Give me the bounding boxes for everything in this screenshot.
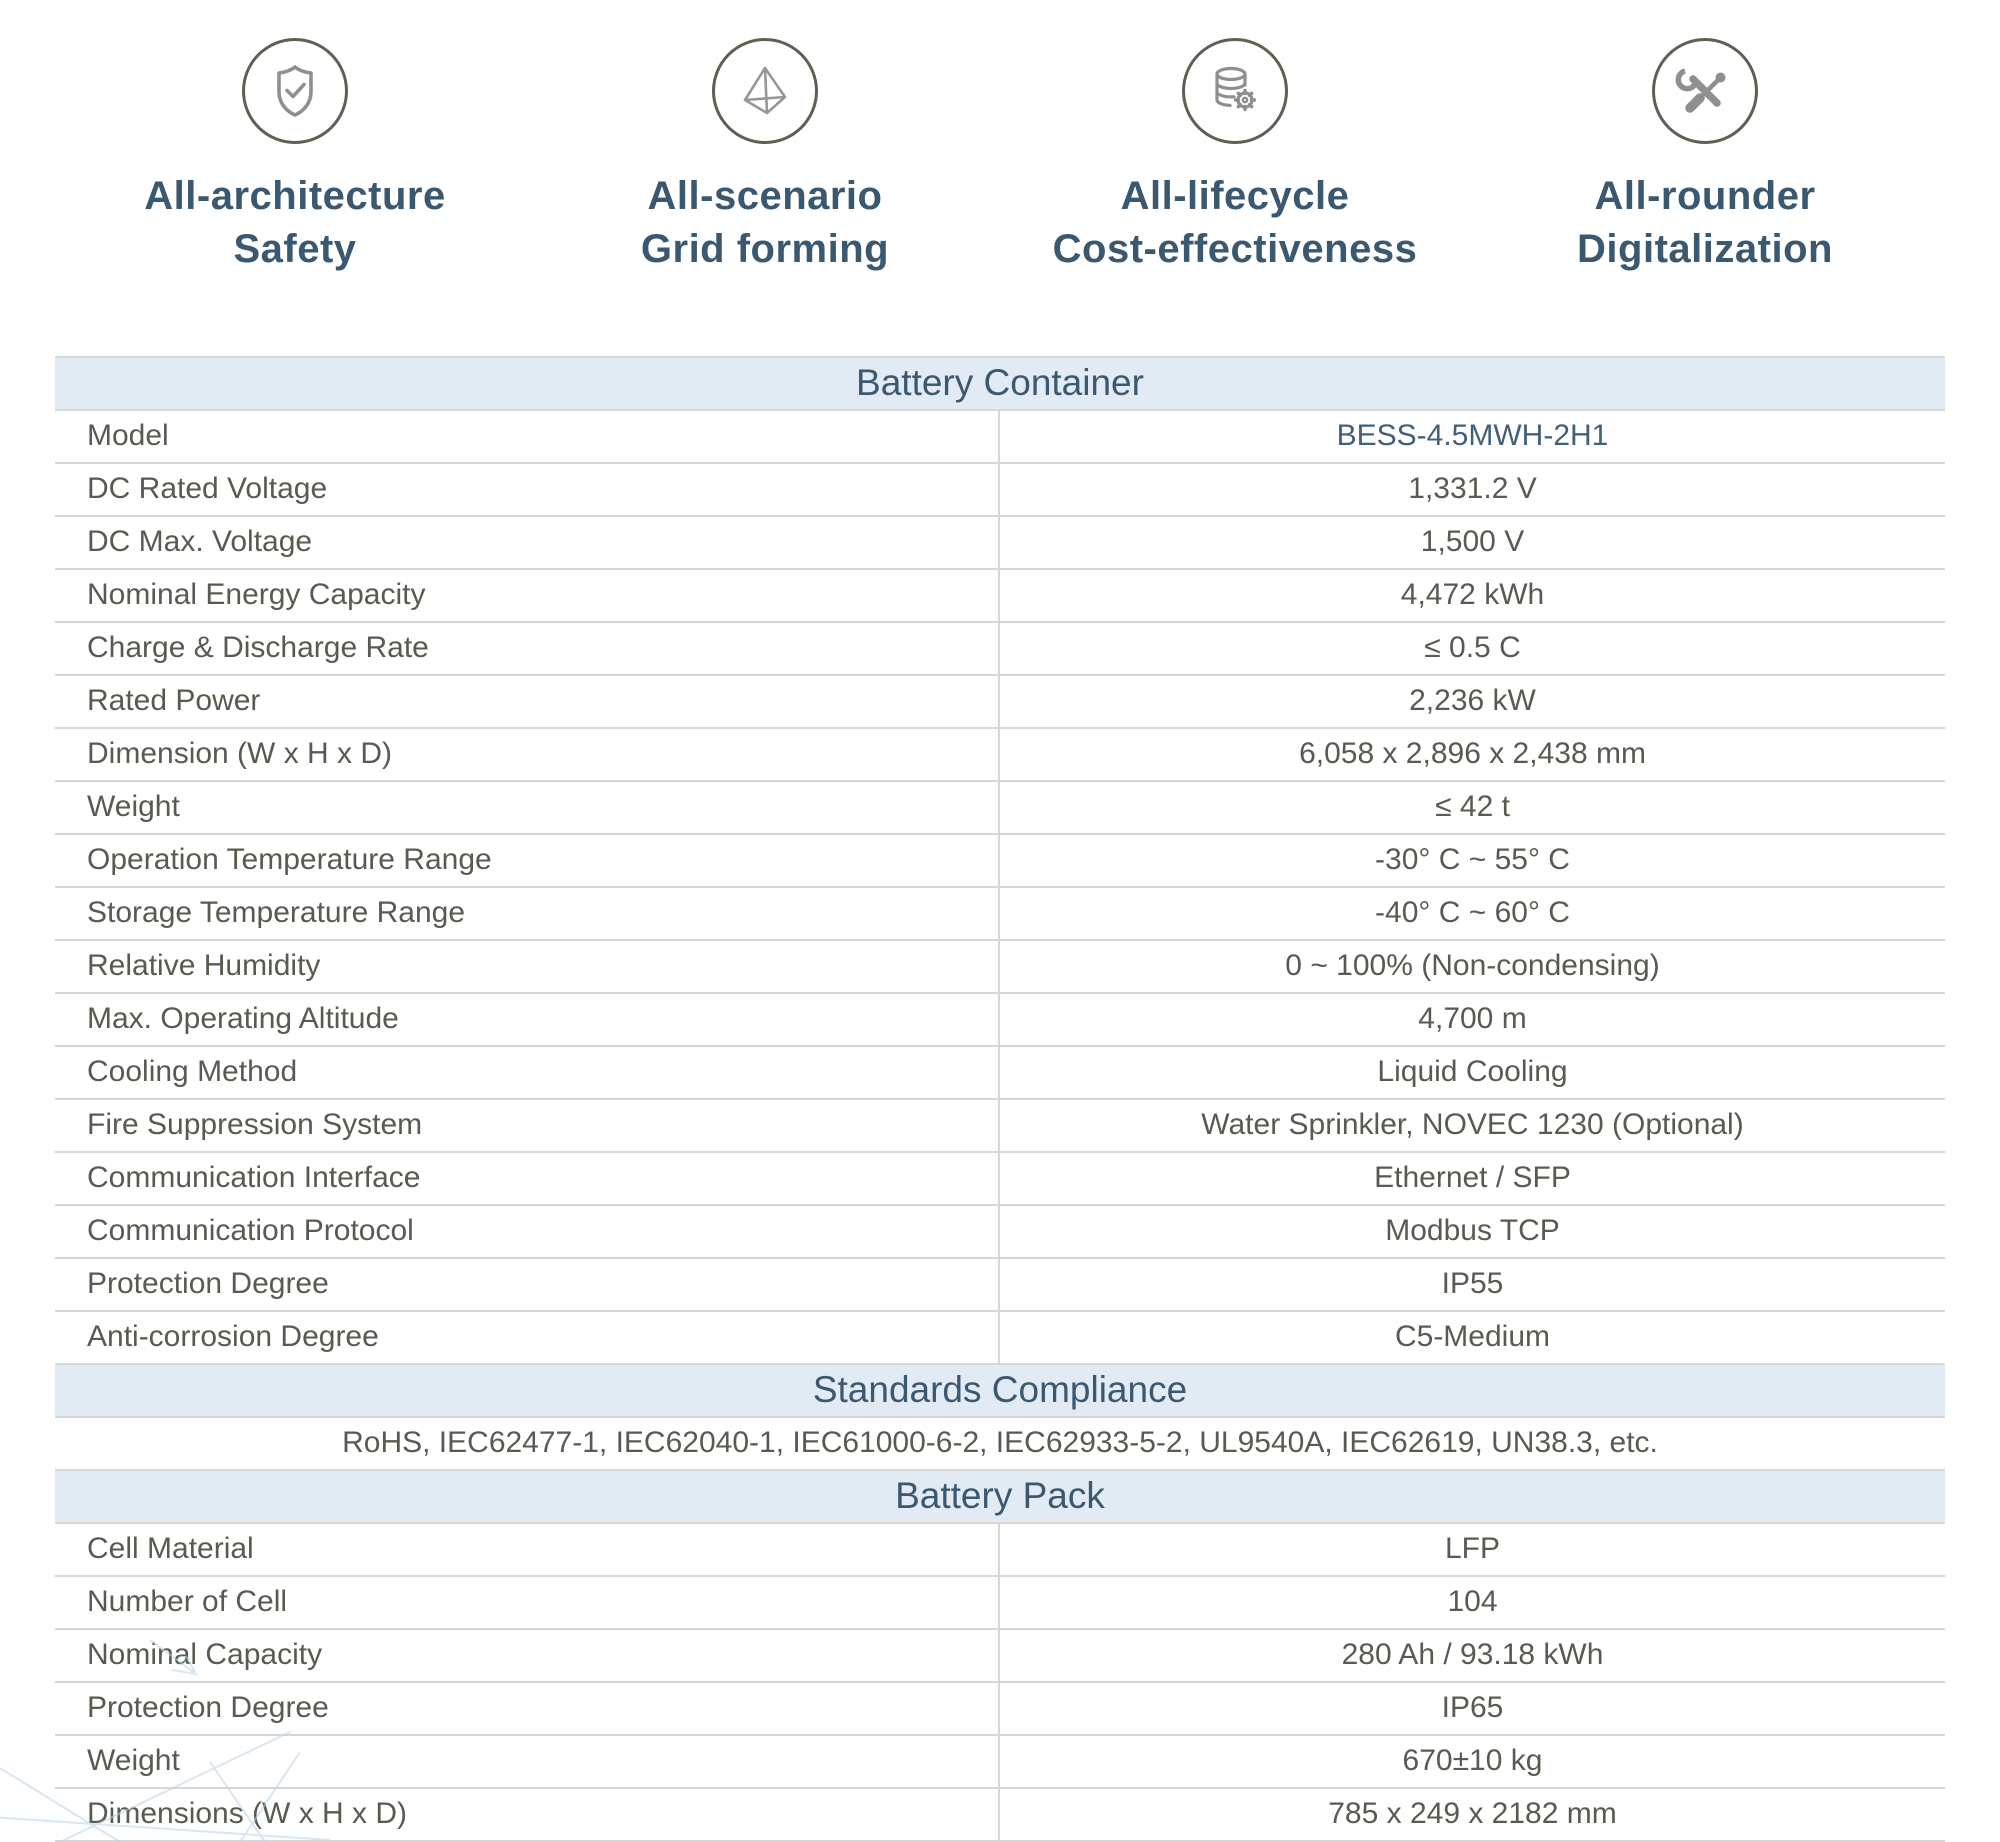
spec-row [55,1259,1945,1312]
spec-label: DC Max. Voltage [55,517,1000,568]
spec-label: Relative Humidity [55,941,1000,992]
section-header-battery-pack [55,1471,1945,1524]
section-title: Standards Compliance [812,1369,1188,1411]
spec-value: Modbus TCP [1385,1214,1560,1248]
tools-icon [1652,38,1758,144]
spec-label: Storage Temperature Range [55,888,1000,939]
spec-label: Weight [55,1736,1000,1787]
spec-row [55,1312,1945,1365]
spec-row [55,1153,1945,1206]
spec-row [55,1736,1945,1789]
spec-row [55,411,1945,464]
spec-label: Model [55,411,1000,462]
spec-row [55,1206,1945,1259]
feature-digitalization [1470,38,1940,276]
spec-value: 670±10 kg [1402,1744,1543,1778]
spec-label: Operation Temperature Range [55,835,1000,886]
spec-label: Nominal Capacity [55,1630,1000,1681]
spec-value: 1,331.2 V [1408,472,1537,506]
feature-label [1577,170,1833,276]
spec-value: 4,700 m [1418,1002,1527,1036]
section-title: Battery Container [856,362,1144,404]
feature-label-line1: All-architecture [144,174,446,218]
spec-value: 280 Ah / 93.18 kWh [1341,1638,1604,1672]
spec-row [55,1630,1945,1683]
spec-row [55,623,1945,676]
spec-label: Rated Power [55,676,1000,727]
spec-row [55,517,1945,570]
spec-label: Protection Degree [55,1683,1000,1734]
feature-grid-forming [530,38,1000,276]
spec-row [55,1789,1945,1842]
spec-value: ≤ 0.5 C [1424,631,1521,665]
standards-compliance-text: RoHS, IEC62477-1, IEC62040-1, IEC61000-6-2, IEC62933-5-2, UL9540A, IEC62619, UN38.3, etc. [55,1418,1945,1471]
spec-row [55,570,1945,623]
spec-row [55,941,1945,994]
database-gear-icon [1182,38,1288,144]
spec-label: Fire Suppression System [55,1100,1000,1151]
spec-row [55,1683,1945,1736]
feature-safety [60,38,530,276]
spec-row [55,1524,1945,1577]
spec-value: BESS-4.5MWH-2H1 [1336,419,1609,453]
spec-value: -30° C ~ 55° C [1375,843,1570,877]
spec-value: 1,500 V [1420,525,1525,559]
spec-row [55,1577,1945,1630]
spec-row [55,1100,1945,1153]
spec-label: Charge & Discharge Rate [55,623,1000,674]
battery-pack-rows [55,1524,1945,1842]
spec-row [55,464,1945,517]
spec-label: Cooling Method [55,1047,1000,1098]
spec-value: 2,236 kW [1409,684,1536,718]
spec-value: C5-Medium [1394,1320,1551,1354]
spec-value: Liquid Cooling [1377,1055,1568,1089]
feature-cost-effectiveness [1000,38,1470,276]
section-title: Battery Pack [895,1475,1105,1517]
spec-row [55,835,1945,888]
spec-row [55,676,1945,729]
spec-label: Nominal Energy Capacity [55,570,1000,621]
spec-value: IP65 [1441,1691,1504,1725]
feature-highlights [60,0,1940,276]
battery-container-rows [55,411,1945,1365]
spec-value: Ethernet / SFP [1374,1161,1571,1195]
spec-value: ≤ 42 t [1435,790,1510,824]
section-header-standards-compliance [55,1365,1945,1418]
spec-value: IP55 [1441,1267,1504,1301]
spec-label: Max. Operating Altitude [55,994,1000,1045]
feature-label-line1: All-lifecycle [1120,174,1350,218]
spec-value: 6,058 x 2,896 x 2,438 mm [1299,737,1646,771]
feature-label-line2: Grid forming [640,226,890,271]
spec-label: Protection Degree [55,1259,1000,1310]
spec-label: Number of Cell [55,1577,1000,1628]
shield-check-icon [242,38,348,144]
spec-row [55,729,1945,782]
spec-label: Dimension (W x H x D) [55,729,1000,780]
spec-label: Communication Protocol [55,1206,1000,1257]
spec-label: Weight [55,782,1000,833]
spec-value: -40° C ~ 60° C [1375,896,1570,930]
spec-label: Dimensions (W x H x D) [55,1789,1000,1840]
spec-label: Anti-corrosion Degree [55,1312,1000,1363]
feature-label-line2: Safety [233,226,357,271]
spec-value: 785 x 249 x 2182 mm [1328,1797,1617,1831]
spec-row [55,994,1945,1047]
spec-value: 0 ~ 100% (Non-condensing) [1285,949,1660,983]
feature-label-line1: All-rounder [1594,174,1816,218]
feature-label [641,170,889,276]
spec-value: LFP [1444,1532,1501,1566]
feature-label-line2: Digitalization [1577,226,1833,271]
tetrahedron-icon [712,38,818,144]
feature-label [1053,170,1418,276]
spec-label: DC Rated Voltage [55,464,1000,515]
feature-label-line1: All-scenario [647,174,883,218]
spec-row [55,888,1945,941]
spec-value: 4,472 kWh [1400,578,1545,612]
spec-label: Communication Interface [55,1153,1000,1204]
spec-label: Cell Material [55,1524,1000,1575]
spec-row [55,782,1945,835]
spec-value: Water Sprinkler, NOVEC 1230 (Optional) [1201,1108,1744,1142]
spec-value: 104 [1447,1585,1498,1619]
section-header-battery-container [55,358,1945,411]
gear-part [1236,91,1255,110]
spec-row [55,1047,1945,1100]
spec-sheet [55,356,1945,1842]
feature-label-line2: Cost-effectiveness [1052,226,1418,271]
feature-label [144,170,445,276]
